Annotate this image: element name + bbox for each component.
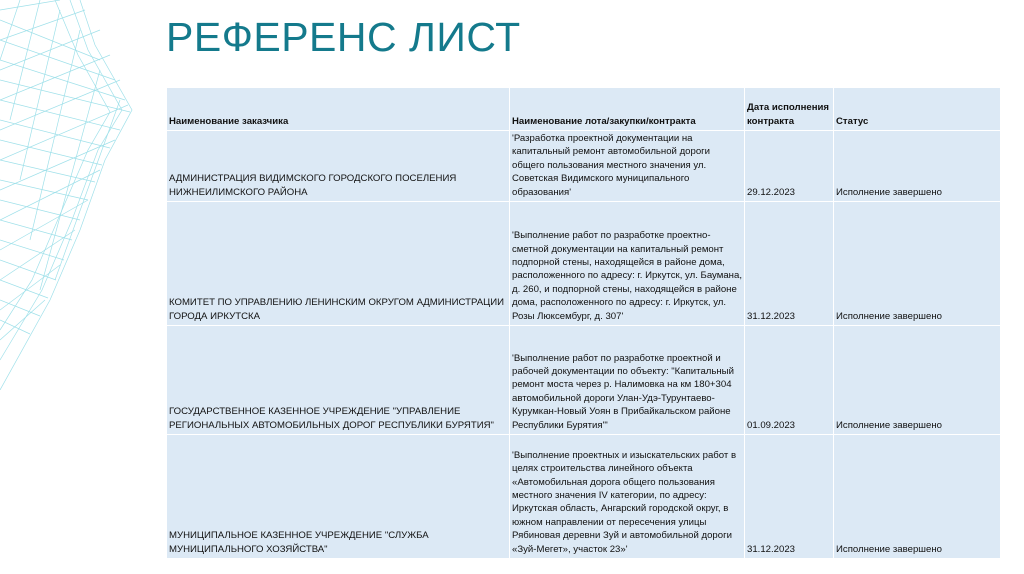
table-row <box>167 202 1001 326</box>
status-cell: Исполнение завершено <box>834 326 1001 435</box>
lot-cell: 'Выполнение работ по разработке проектно-сметной документации на капитальный ремонт подпорной стены, находящейся в районе дома, расположенного по адресу: г. Иркутск, ул. Баумана, д. 260, и подпорной стены, находящейся в районе дома, расположенного по адресу: г. Иркутск, ул. Розы Люксембург, д. 307' <box>510 202 745 326</box>
header-customer: Наименование заказчика <box>167 88 510 131</box>
date-cell: 31.12.2023 <box>745 202 834 326</box>
table-row <box>167 131 1001 202</box>
lot-cell: 'Выполнение работ по разработке проектной и рабочей документации по объекту: "Капитальный ремонт моста через р. Налимовка на км 180+304 автомобильной дороги Улан-Удэ-Турунтаево-Курумкан-Новый Уоян в Прибайкальском районе Республики Бурятия"' <box>510 326 745 435</box>
header-date: Дата исполнения контракта <box>745 88 834 131</box>
header-status: Статус <box>834 88 1001 131</box>
table-row <box>167 326 1001 435</box>
date-cell: 01.09.2023 <box>745 326 834 435</box>
page-title: РЕФЕРЕНС ЛИСТ <box>166 14 521 60</box>
table-header-row <box>167 88 1001 131</box>
wireframe-decoration <box>0 0 140 390</box>
reference-table <box>166 87 1001 559</box>
status-cell: Исполнение завершено <box>834 435 1001 559</box>
lot-cell: 'Выполнение проектных и изыскательских работ в целях строительства линейного объекта «Автомобильная дорога общего пользования местного значения IV категории, по адресу: Иркутская область, Ангарский городской округ, в южном направлении от пересечения улицы Рябиновая деревни Зуй и автомобильной дороги «Зуй-Мегет», участок 23»' <box>510 435 745 559</box>
status-cell: Исполнение завершено <box>834 131 1001 202</box>
customer-cell: ГОСУДАРСТВЕННОЕ КАЗЕННОЕ УЧРЕЖДЕНИЕ "УПРАВЛЕНИЕ РЕГИОНАЛЬНЫХ АВТОМОБИЛЬНЫХ ДОРОГ РЕСПУБЛИКИ БУРЯТИЯ" <box>167 326 510 435</box>
table-row <box>167 435 1001 559</box>
customer-cell: КОМИТЕТ ПО УПРАВЛЕНИЮ ЛЕНИНСКИМ ОКРУГОМ АДМИНИСТРАЦИИ ГОРОДА ИРКУТСКА <box>167 202 510 326</box>
customer-cell: АДМИНИСТРАЦИЯ ВИДИМСКОГО ГОРОДСКОГО ПОСЕЛЕНИЯ НИЖНЕИЛИМСКОГО РАЙОНА <box>167 131 510 202</box>
header-lot: Наименование лота/закупки/контракта <box>510 88 745 131</box>
lot-cell: 'Разработка проектной документации на капитальный ремонт автомобильной дороги общего пользования местного значения ул. Советская Видимского муниципального образования' <box>510 131 745 202</box>
date-cell: 29.12.2023 <box>745 131 834 202</box>
status-cell: Исполнение завершено <box>834 202 1001 326</box>
customer-cell: МУНИЦИПАЛЬНОЕ КАЗЕННОЕ УЧРЕЖДЕНИЕ "СЛУЖБА МУНИЦИПАЛЬНОГО ХОЗЯЙСТВА" <box>167 435 510 559</box>
date-cell: 31.12.2023 <box>745 435 834 559</box>
